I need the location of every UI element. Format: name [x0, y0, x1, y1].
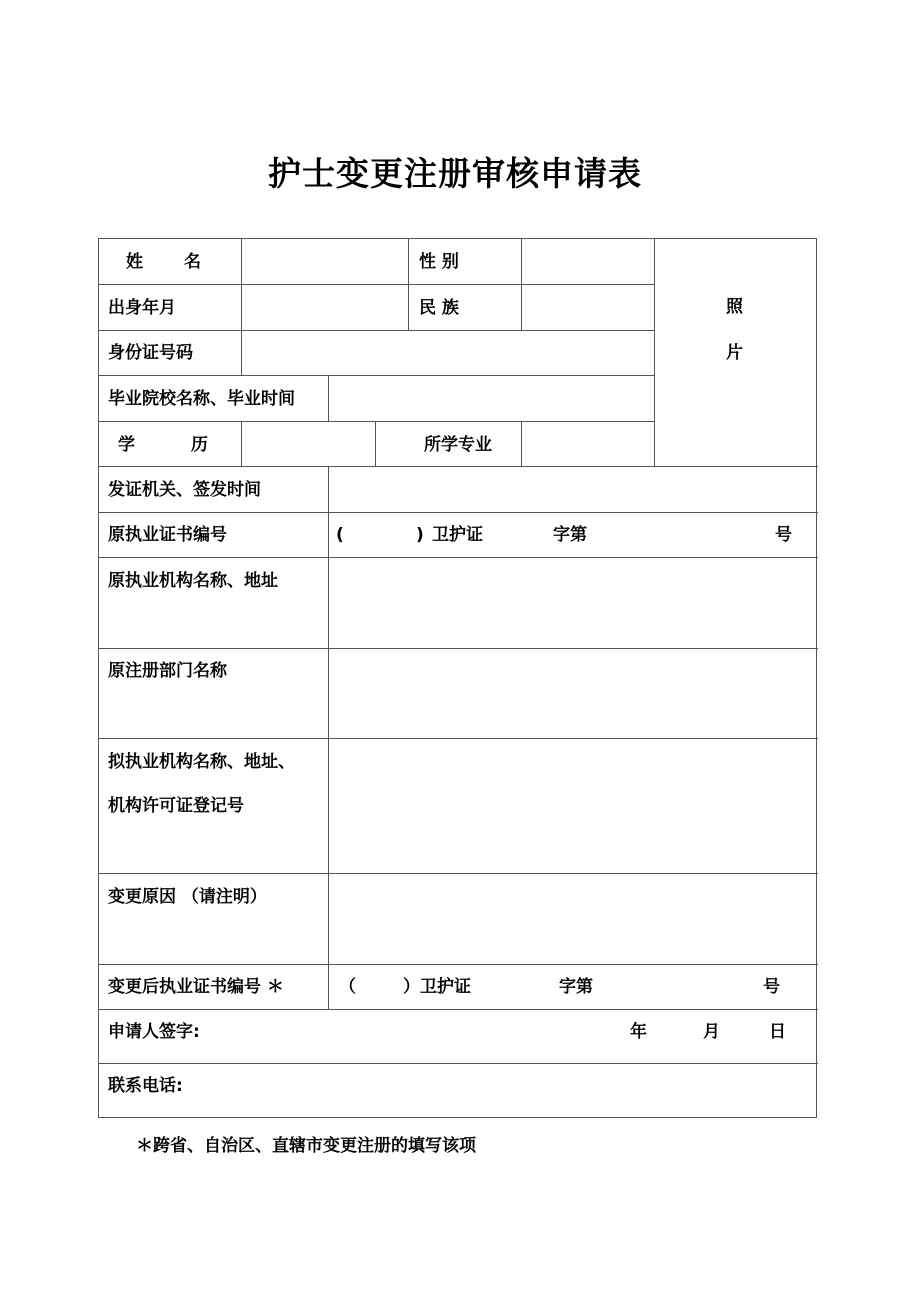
col-divider — [375, 421, 376, 466]
col-divider — [328, 375, 329, 421]
row-divider — [99, 557, 818, 558]
row-divider — [99, 284, 654, 285]
page-title: 护士变更注册审核申请表 — [268, 154, 642, 193]
new-cert-zi: 字第 — [559, 977, 593, 997]
orig-cert-open: ( — [336, 525, 344, 545]
label-orig-cert: 原执业证书编号 — [108, 525, 227, 545]
col-divider — [241, 421, 242, 466]
label-ethnicity: 民 族 — [419, 298, 459, 318]
label-reason: 变更原因 （请注明） — [108, 887, 267, 907]
col-divider — [328, 466, 329, 1009]
row-divider — [99, 1009, 818, 1010]
label-photo-2: 片 — [726, 343, 743, 363]
label-name-2: 名 — [184, 252, 201, 272]
label-school: 毕业院校名称、毕业时间 — [108, 389, 295, 409]
new-cert-open: （ — [339, 977, 356, 997]
orig-cert-zi: 字第 — [553, 525, 587, 545]
col-divider — [521, 239, 522, 330]
row-divider — [99, 466, 818, 467]
row-divider — [99, 1063, 818, 1064]
label-education-2: 历 — [191, 435, 208, 455]
label-id-number: 身份证号码 — [108, 343, 193, 363]
label-photo-1: 照 — [726, 297, 743, 317]
col-divider — [654, 239, 655, 466]
orig-cert-close: ) — [416, 525, 424, 545]
row-divider — [99, 964, 818, 965]
date-month: 月 — [703, 1022, 720, 1042]
orig-cert-type: 卫护证 — [432, 525, 483, 545]
footnote: ＊跨省、自治区、直辖市变更注册的填写该项 — [136, 1136, 476, 1156]
row-divider — [99, 375, 654, 376]
label-new-org-2: 机构许可证登记号 — [108, 796, 244, 816]
date-day: 日 — [769, 1022, 786, 1042]
col-divider — [241, 330, 242, 375]
label-orig-dept: 原注册部门名称 — [108, 661, 227, 681]
label-name-1: 姓 — [126, 252, 143, 272]
col-divider — [241, 239, 242, 330]
row-divider — [99, 738, 818, 739]
label-gender: 性 别 — [419, 252, 459, 272]
row-divider — [99, 512, 818, 513]
date-year: 年 — [630, 1022, 647, 1042]
row-divider — [99, 421, 654, 422]
label-education-1: 学 — [118, 435, 135, 455]
label-new-cert: 变更后执业证书编号 ＊ — [108, 977, 284, 997]
row-divider — [99, 330, 654, 331]
label-issuer: 发证机关、签发时间 — [108, 480, 261, 500]
label-major: 所学专业 — [424, 435, 492, 455]
label-orig-org: 原执业机构名称、地址 — [108, 571, 278, 591]
label-phone: 联系电话: — [108, 1076, 183, 1096]
orig-cert-hao: 号 — [775, 525, 792, 545]
application-form — [98, 238, 817, 1118]
row-divider — [99, 648, 818, 649]
label-signature: 申请人签字: — [108, 1022, 200, 1042]
new-cert-hao: 号 — [763, 977, 780, 997]
row-divider — [99, 873, 818, 874]
new-cert-close: ）卫护证 — [403, 977, 471, 997]
col-divider — [408, 239, 409, 330]
col-divider — [521, 421, 522, 466]
label-birth: 出身年月 — [108, 298, 176, 318]
label-new-org-1: 拟执业机构名称、地址、 — [108, 752, 295, 772]
